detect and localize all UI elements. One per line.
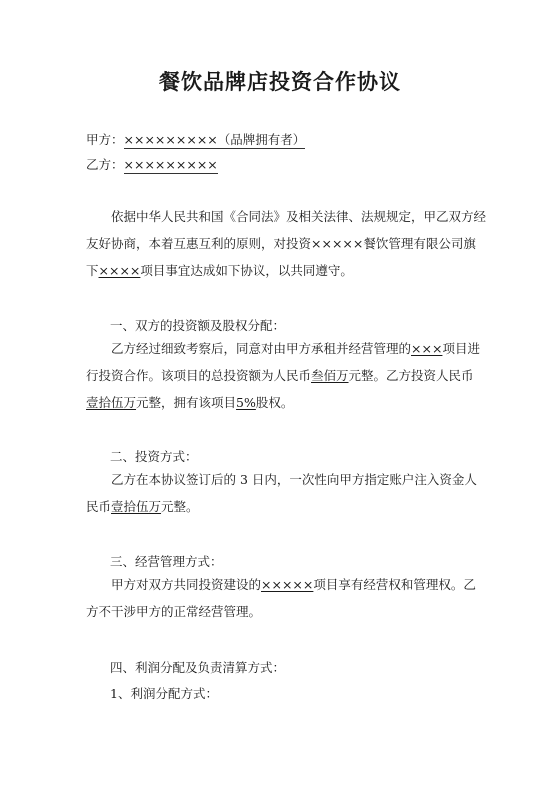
section-3-text-2: 项目享有经营权和管理权。乙方不干涉甲方的正常经营管理。 bbox=[86, 577, 476, 619]
section-1-text-3: 元整。乙方投资人民币 bbox=[348, 368, 474, 383]
section-4-sub-1: 1、利润分配方式： bbox=[110, 686, 218, 701]
section-1-text-2: 项目进行投资合作。该项目的总投资额为人民币 bbox=[86, 341, 480, 383]
section-1-underlined-4: 5% bbox=[236, 395, 256, 410]
section-1-heading: 一、双方的投资额及股权分配： bbox=[110, 318, 286, 333]
intro-underlined-1: ×××× bbox=[98, 263, 141, 278]
section-1-paragraph bbox=[86, 335, 486, 416]
party-b-value: ××××××××× bbox=[123, 157, 218, 172]
section-2-paragraph bbox=[86, 466, 486, 520]
intro-paragraph bbox=[86, 203, 486, 284]
section-1-text-5: 股权。 bbox=[255, 395, 294, 410]
section-3-underlined-1: ××××× bbox=[261, 577, 314, 592]
party-a-line bbox=[86, 130, 305, 148]
section-2-text-2: 元整。 bbox=[161, 499, 199, 514]
party-b-line bbox=[86, 155, 218, 173]
section-3-text-1: 甲方对双方共同投资建设的 bbox=[111, 577, 262, 592]
section-1-underlined-1: ××× bbox=[411, 341, 443, 356]
section-2-text-1: 乙方在本协议签订后的 3 日内，一次性向甲方指定账户注入资金人民币 bbox=[86, 472, 477, 514]
section-2-underlined-1: 壹拾伍万 bbox=[111, 499, 162, 514]
intro-text-1: 依据中华人民共和国《合同法》及相关法律、法规规定，甲乙双方经友好协商，本着互惠互利的原则，对投资×××××餐饮管理有限公司旗下 bbox=[86, 209, 487, 278]
document-title: 餐饮品牌店投资合作协议 bbox=[159, 69, 401, 94]
section-1-underlined-2: 叁佰万 bbox=[311, 368, 349, 383]
section-3-paragraph bbox=[86, 571, 486, 625]
section-2-heading: 二、投资方式： bbox=[110, 449, 198, 464]
section-4-heading: 四、利润分配及负责清算方式： bbox=[110, 660, 286, 675]
intro-text-2: 项目事宜达成如下协议，以共同遵守。 bbox=[140, 263, 353, 278]
section-1-underlined-3: 壹拾伍万 bbox=[86, 395, 137, 410]
party-b-label: 乙方： bbox=[86, 157, 124, 172]
section-1-text-4: 元整，拥有该项目 bbox=[136, 395, 237, 410]
party-a-label: 甲方： bbox=[86, 132, 124, 147]
party-a-value: ×××××××××（品牌拥有者） bbox=[123, 132, 306, 147]
section-1-text-1: 乙方经过细致考察后，同意对由甲方承租并经营管理的 bbox=[111, 341, 412, 356]
section-3-heading: 三、经营管理方式： bbox=[110, 554, 223, 569]
